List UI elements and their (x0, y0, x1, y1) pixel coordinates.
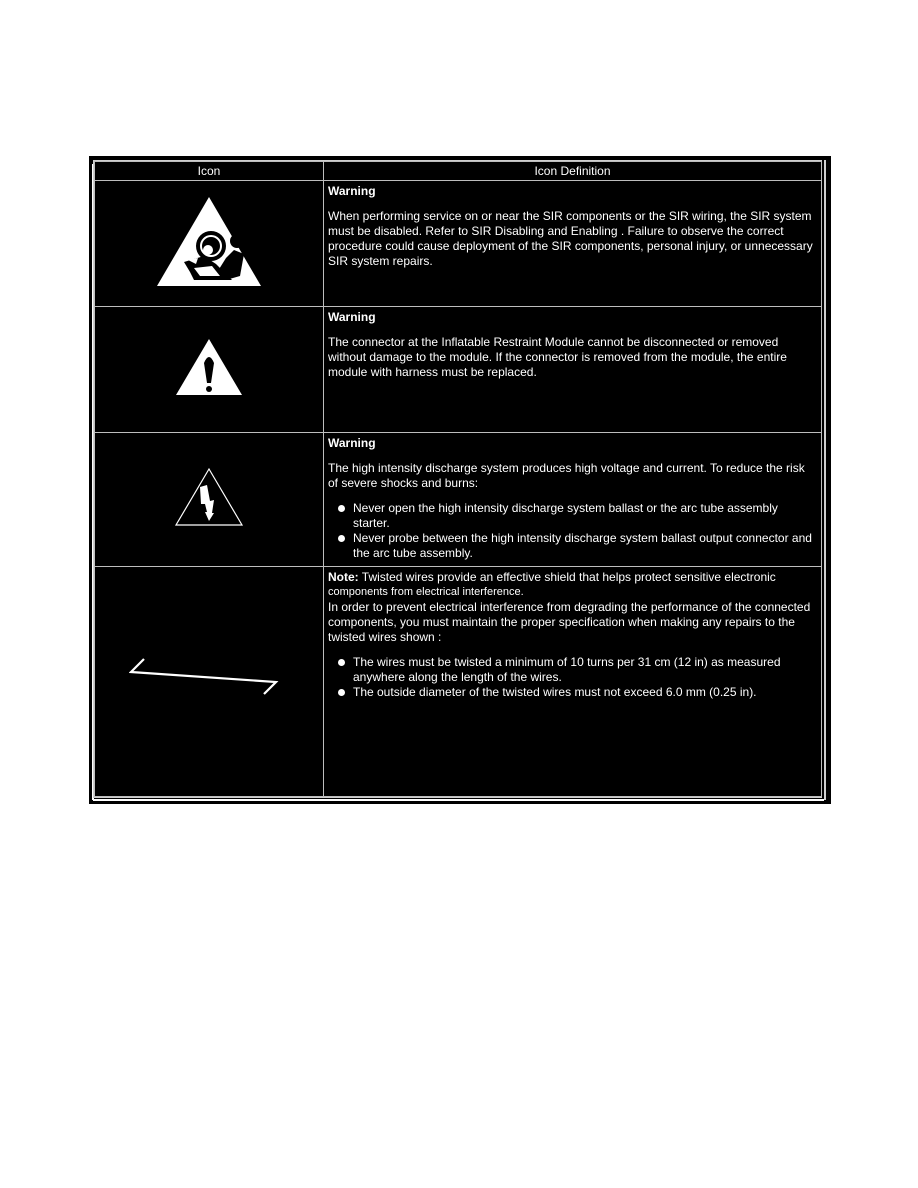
list-item: Never probe between the high intensity discharge system ballast output connector and the arc tube assembly. (328, 531, 817, 561)
list-item: The wires must be twisted a minimum of 10 turns per 31 cm (12 in) as measured anywhere along the length of the wires. (328, 655, 817, 685)
frame-rule-bottom (93, 799, 824, 801)
sir-airbag-warning-icon (154, 276, 264, 293)
definition-cell (324, 433, 822, 566)
table-row (95, 566, 822, 796)
bullet-icon (338, 689, 345, 696)
bullet-icon (338, 535, 345, 542)
icon-definition-table-frame (89, 156, 831, 804)
list-item: The outside diameter of the twisted wires must not exceed 6.0 mm (0.25 in). (328, 685, 817, 700)
icon-cell (95, 181, 324, 307)
definition-text: The high intensity discharge system produces high voltage and current. To reduce the risk of severe shocks and burns: (328, 461, 805, 491)
table-border (93, 160, 822, 798)
definition-text: The connector at the Inflatable Restraint Module cannot be disconnected or removed without damage to the module. If the connector is removed from the module, the entire module with harness must be replaced. (328, 335, 787, 380)
bullet-icon (338, 505, 345, 512)
table-row (95, 307, 822, 433)
table-header-row (95, 162, 822, 181)
note-text-continued: components from electrical interference. (328, 585, 524, 598)
bullet-icon (338, 659, 345, 666)
table-row (95, 433, 822, 566)
note-text: Note: Twisted wires provide an effective shield that helps protect sensitive electronic (328, 569, 776, 584)
bullet-list (328, 501, 817, 561)
frame-rule-right (824, 160, 826, 800)
header-icon-definition: Icon Definition (324, 162, 822, 181)
definition-text: In order to prevent electrical interference from degrading the performance of the connected components, you must maintain the proper specification when making any repairs to the twisted wires shown : (328, 599, 811, 644)
warning-heading: Warning (328, 184, 376, 198)
icon-cell (95, 433, 324, 566)
definition-cell (324, 181, 822, 307)
definition-text: When performing service on or near the SIR components or the SIR wiring, the SIR system must be disabled. Refer to SIR Disabling and Enabling . Failure to observe the correct procedure could cause deployment of the SIR components, personal injury, or unnecessary SIR system repairs. (328, 209, 813, 268)
definition-cell (324, 566, 822, 796)
bullet-list (328, 655, 817, 700)
note-label: Note: (328, 569, 359, 584)
definition-cell (324, 307, 822, 433)
warning-heading: Warning (328, 436, 376, 451)
icon-cell (95, 307, 324, 433)
table-row (95, 181, 822, 307)
warning-heading: Warning (328, 310, 376, 325)
high-voltage-warning-icon (174, 514, 244, 531)
twisted-wire-icon (129, 691, 289, 708)
header-icon: Icon (95, 162, 324, 181)
list-item: Never open the high intensity discharge system ballast or the arc tube assembly starter. (328, 501, 817, 531)
icon-cell (95, 566, 324, 796)
exclamation-warning-icon (174, 384, 244, 401)
icon-definition-table (94, 161, 822, 797)
